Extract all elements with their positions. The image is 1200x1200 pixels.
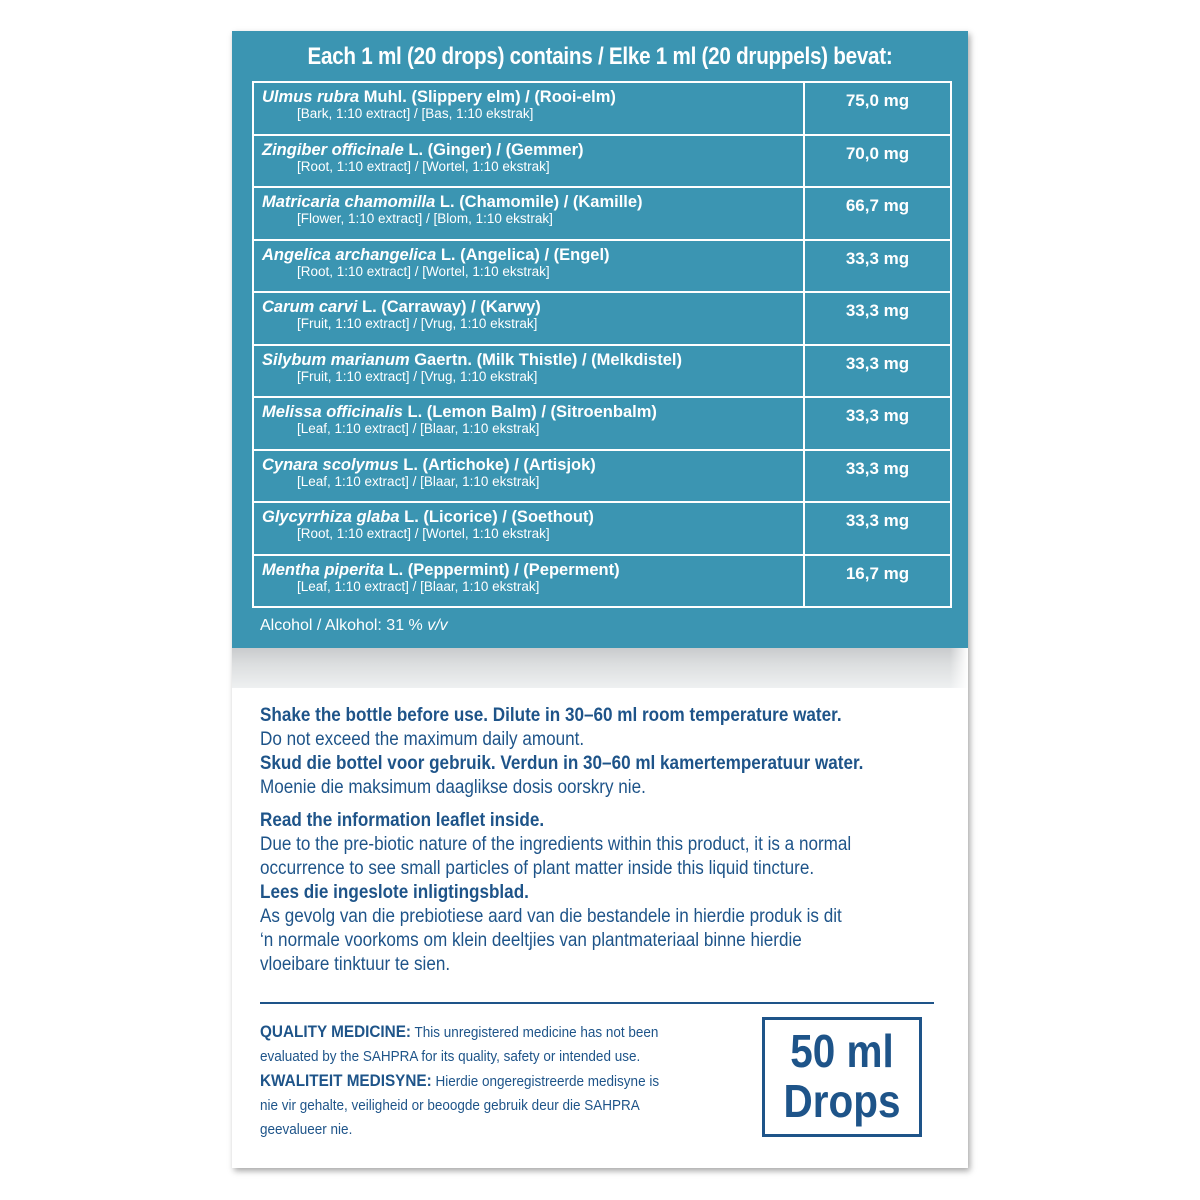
volume-form: Drops [783, 1075, 901, 1127]
ingredient-name-cell [253, 345, 804, 398]
ingredient-name [262, 403, 803, 421]
ingredient-row [253, 82, 951, 135]
section-divider [260, 1002, 934, 1004]
limit-instruction-af: Moenie die maksimum daaglikse dosis oorskry nie. [260, 777, 646, 798]
ingredient-common-names: (Lemon Balm) / (Sitroenbalm) [426, 403, 657, 421]
ingredient-name [262, 351, 803, 369]
ingredients-title: Each 1 ml (20 drops) contains / Elke 1 ml (20 druppels) bevat: [307, 43, 893, 70]
ingredient-latin: Silybum marianum [262, 350, 410, 369]
ingredient-row [253, 502, 951, 555]
product-label [232, 31, 968, 1168]
ingredient-detail: [Root, 1:10 extract] / [Wortel, 1:10 ekstrak] [297, 526, 550, 541]
volume-box [762, 1017, 922, 1137]
shake-instruction-en: Shake the bottle before use. Dilute in 30–60 ml room temperature water. [260, 705, 842, 726]
ingredient-name [262, 246, 803, 264]
ingredient-common-names: (Artichoke) / (Artisjok) [422, 455, 596, 474]
ingredient-latin: Matricaria chamomilla [262, 193, 436, 211]
leaflet-heading-af: Lees die ingeslote inligtingsblad. [260, 882, 529, 903]
ingredient-name-cell [253, 555, 804, 608]
ingredient-name-cell [253, 82, 804, 135]
ingredient-name-cell [253, 397, 804, 450]
ingredient-latin: Angelica archangelica [262, 245, 437, 264]
ingredient-common-names: (Peppermint) / (Peperment) [407, 560, 620, 579]
ingredient-detail: [Leaf, 1:10 extract] / [Blaar, 1:10 ekstrak] [297, 578, 540, 594]
ingredient-row [253, 187, 951, 240]
leaflet-text-en-2: occurrence to see small particles of plant matter inside this liquid tincture. [260, 858, 815, 879]
ingredient-author: L. [361, 298, 377, 316]
ingredient-author: Gaertn. [414, 350, 472, 369]
ingredient-common-names: (Ginger) / (Gemmer) [427, 140, 584, 159]
ingredient-name-cell [253, 292, 804, 345]
ingredient-name-cell [253, 187, 804, 240]
ingredient-author: L. [439, 193, 455, 211]
ingredient-amount: 33,3 mg [804, 397, 951, 450]
quality-text-af-3: geevalueer nie. [260, 1121, 353, 1138]
leaflet-heading-en: Read the information leaflet inside. [260, 810, 545, 831]
ingredients-table [252, 81, 952, 608]
limit-instruction-en: Do not exceed the maximum daily amount. [260, 729, 585, 750]
ingredient-common-names: (Slippery elm) / (Rooi-elm) [411, 88, 616, 106]
ingredient-author: L. [407, 403, 423, 421]
ingredient-name-cell [253, 450, 804, 503]
ingredient-row [253, 292, 951, 345]
quality-notice [260, 1020, 760, 1142]
ingredient-latin: Carum carvi [262, 298, 358, 316]
ingredient-common-names: (Carraway) / (Karwy) [381, 298, 541, 316]
ingredient-row [253, 240, 951, 293]
ingredient-amount: 33,3 mg [804, 292, 951, 345]
ingredient-amount: 75,0 mg [804, 82, 951, 135]
ingredient-row [253, 555, 951, 608]
alcohol-content: Alcohol / Alkohol: 31 % v/v [260, 617, 448, 634]
ingredient-detail: [Flower, 1:10 extract] / [Blom, 1:10 ekstrak] [297, 211, 553, 226]
ingredient-common-names: (Licorice) / (Soethout) [423, 508, 594, 526]
ingredient-name [262, 88, 803, 106]
ingredient-common-names: (Chamomile) / (Kamille) [459, 193, 643, 211]
ingredient-latin: Cynara scolymus [262, 455, 399, 474]
ingredient-name [262, 298, 803, 316]
ingredient-author: L. [404, 508, 419, 526]
divider-band [232, 648, 968, 688]
leaflet-text-af-1: As gevolg van die prebiotiese aard van die bestandele in hierdie produk is dit [260, 906, 842, 927]
ingredient-amount: 33,3 mg [804, 450, 951, 503]
ingredient-detail: [Leaf, 1:10 extract] / [Blaar, 1:10 ekstrak] [297, 473, 540, 489]
ingredient-detail: [Bark, 1:10 extract] / [Bas, 1:10 ekstrak] [297, 106, 534, 121]
quality-text-en-2: evaluated by the SAHPRA for its quality, safety or intended use. [260, 1048, 641, 1065]
ingredient-detail: [Root, 1:10 extract] / [Wortel, 1:10 ekstrak] [297, 158, 550, 174]
ingredient-name [262, 456, 803, 474]
quality-heading-af: KWALITEIT MEDISYNE: [260, 1071, 432, 1090]
ingredient-latin: Zingiber officinale [262, 140, 404, 159]
ingredient-author: L. [408, 140, 424, 159]
ingredient-name [262, 561, 803, 579]
quality-text-af-1: Hierdie ongeregistreerde medisyne is [435, 1073, 660, 1090]
ingredient-row [253, 397, 951, 450]
quality-text-af-2: nie vir gehalte, veiligheid or beoogde gebruik deur die SAHPRA [260, 1097, 640, 1114]
ingredient-latin: Melissa officinalis [262, 403, 403, 421]
ingredient-author: L. [440, 245, 456, 264]
ingredient-detail: [Fruit, 1:10 extract] / [Vrug, 1:10 ekstrak] [297, 316, 538, 331]
ingredient-detail: [Leaf, 1:10 extract] / [Blaar, 1:10 ekstrak] [297, 421, 540, 436]
ingredient-common-names: (Angelica) / (Engel) [460, 245, 610, 264]
ingredient-latin: Ulmus rubra [262, 88, 360, 106]
usage-instructions [260, 704, 930, 800]
ingredient-amount: 70,0 mg [804, 135, 951, 188]
ingredient-detail: [Root, 1:10 extract] / [Wortel, 1:10 ekstrak] [297, 263, 550, 279]
ingredient-row [253, 450, 951, 503]
ingredient-amount: 33,3 mg [804, 240, 951, 293]
ingredient-name [262, 508, 803, 526]
leaflet-text-af-3: vloeibare tinktuur te sien. [260, 954, 451, 975]
shake-instruction-af: Skud die bottel voor gebruik. Verdun in 30–60 ml kamertemperatuur water. [260, 753, 864, 774]
ingredient-common-names: (Milk Thistle) / (Melkdistel) [476, 350, 682, 369]
ingredients-panel [232, 31, 968, 648]
leaflet-text-af-2: ‘n normale voorkoms om klein deeltjies van plantmateriaal binne hierdie [260, 930, 802, 951]
ingredient-row [253, 135, 951, 188]
ingredient-latin: Mentha piperita [262, 560, 384, 579]
ingredient-name [262, 193, 803, 211]
quality-text-en-1: This unregistered medicine has not been [414, 1024, 659, 1041]
leaflet-notice [260, 809, 917, 977]
ingredient-amount: 16,7 mg [804, 555, 951, 608]
ingredient-author: Muhl. [363, 88, 407, 106]
ingredient-latin: Glycyrrhiza glaba [262, 508, 400, 526]
ingredient-author: L. [388, 560, 404, 579]
leaflet-text-en-1: Due to the pre-biotic nature of the ingredients within this product, it is a normal [260, 834, 852, 855]
ingredient-detail: [Fruit, 1:10 extract] / [Vrug, 1:10 ekstrak] [297, 368, 538, 384]
ingredient-row [253, 345, 951, 398]
ingredient-name-cell [253, 502, 804, 555]
ingredient-amount: 33,3 mg [804, 345, 951, 398]
ingredient-name [262, 141, 803, 159]
ingredient-name-cell [253, 240, 804, 293]
ingredient-amount: 66,7 mg [804, 187, 951, 240]
ingredient-name-cell [253, 135, 804, 188]
volume-amount: 50 ml [790, 1025, 894, 1077]
ingredient-author: L. [403, 455, 418, 474]
ingredient-amount: 33,3 mg [804, 502, 951, 555]
quality-heading-en: QUALITY MEDICINE: [260, 1022, 412, 1041]
